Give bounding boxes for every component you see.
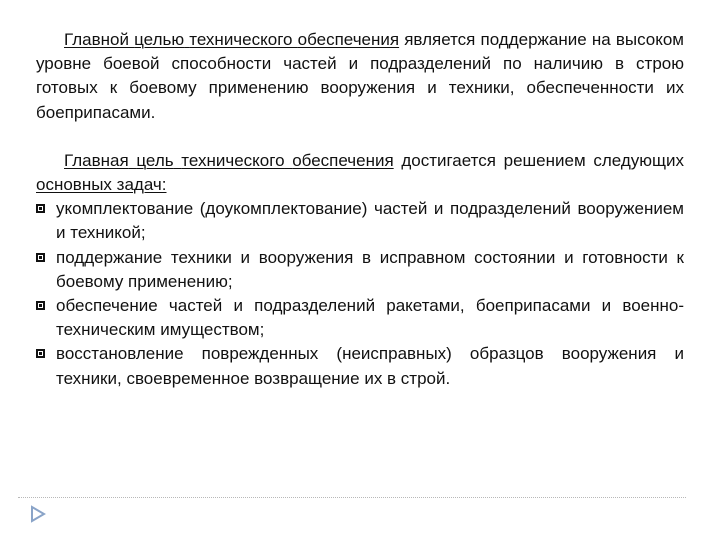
square-bullet-icon [36, 253, 45, 262]
list-item [36, 342, 684, 390]
achieve-word-3: технического [181, 150, 285, 170]
goal-word-1: Главной [64, 30, 129, 49]
list-item [36, 246, 684, 294]
main-tasks-label: основных задач: [36, 175, 167, 195]
list-item [36, 294, 684, 342]
triangle-arrow-icon[interactable] [30, 505, 46, 523]
square-bullet-icon [36, 301, 45, 310]
goal-word-3: технического [189, 30, 293, 49]
goal-word-2: целью [134, 30, 185, 49]
achieve-word-2: цель [136, 150, 174, 170]
square-bullet-icon [36, 349, 45, 358]
goal-word-4: обеспечения [297, 30, 400, 49]
paragraph-main-goal [36, 28, 684, 125]
list-item-text: поддержание техники и вооружения в исправном состоянии и готовности к боевому применению; [56, 247, 684, 291]
goal-rest-text: является поддержание на высоком уровне боевой способности частей и подразделений по наличию в строю готовых к боевому применению вооружения и техники, обеспеченности их боеприпасами. [36, 30, 684, 122]
list-item-text: укомплектование (доукомплектование) частей и подразделений вооружением и техникой; [56, 199, 684, 243]
paragraph-achievement [36, 149, 684, 197]
slide-content [36, 28, 684, 391]
list-item-text: восстановление поврежденных (неисправных) образцов вооружения и техники, своевременное возвращение их в строй. [56, 344, 684, 388]
achieve-word-4: обеспечения [292, 150, 394, 170]
square-bullet-icon [36, 204, 45, 213]
list-item [36, 197, 684, 245]
achieve-rest-text: достигается решением следующих [393, 150, 684, 170]
achieve-word-1: Главная [64, 150, 129, 170]
footer-divider [18, 497, 686, 498]
list-item-text: обеспечение частей и подразделений ракетами, боеприпасами и военно-техническим имуществом; [56, 296, 684, 340]
tasks-list [36, 197, 684, 391]
